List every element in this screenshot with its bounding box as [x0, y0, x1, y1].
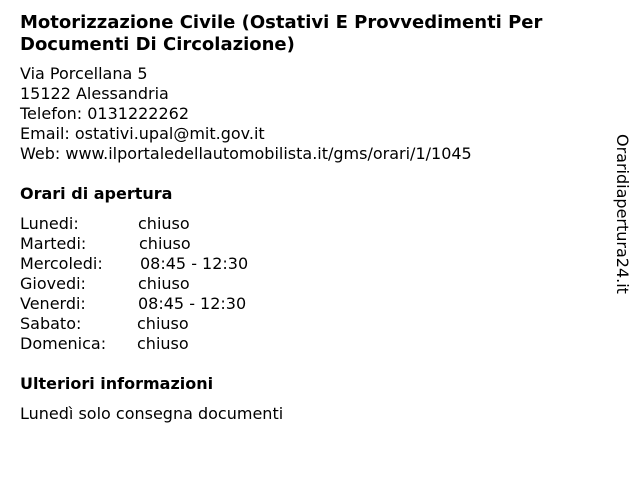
day-label: Martedi:: [20, 234, 87, 253]
day-hours: chiuso: [138, 274, 190, 293]
hours-row-sunday: [20, 334, 340, 354]
phone-number: Telefon: 0131222262: [20, 104, 190, 123]
day-label: Sabato:: [20, 314, 82, 333]
opening-hours-table: [20, 214, 340, 354]
city-postcode: 15122 Alessandria: [20, 84, 169, 103]
hours-row-thursday: [20, 274, 340, 294]
more-info-text: Lunedì solo consegna documenti: [20, 404, 284, 423]
day-label: Giovedi:: [20, 274, 86, 293]
day-hours: chiuso: [137, 334, 189, 353]
address-block: [20, 64, 472, 164]
street-address: Via Porcellana 5: [20, 64, 148, 83]
day-label: Venerdi:: [20, 294, 86, 313]
site-brand-watermark: Oraridiapertura24.it: [613, 134, 632, 294]
hours-row-saturday: [20, 314, 340, 334]
day-hours: chiuso: [137, 314, 189, 333]
hours-row-friday: [20, 294, 340, 314]
day-hours: 08:45 - 12:30: [138, 294, 247, 313]
hours-row-wednesday: [20, 254, 340, 274]
email-address: Email: ostativi.upal@mit.gov.it: [20, 124, 265, 143]
more-info-heading: Ulteriori informazioni: [20, 374, 214, 393]
hours-row-tuesday: [20, 234, 340, 254]
day-hours: 08:45 - 12:30: [140, 254, 249, 273]
website-url: Web: www.ilportaledellautomobilista.it/gms/orari/1/1045: [20, 144, 472, 163]
day-hours: chiuso: [139, 234, 191, 253]
day-label: Lunedi:: [20, 214, 79, 233]
hours-row-monday: [20, 214, 340, 234]
opening-hours-heading: Orari di apertura: [20, 184, 173, 203]
page-title: Motorizzazione Civile (Ostativi E Provvedimenti Per Documenti Di Circolazione): [20, 12, 543, 55]
day-label: Domenica:: [20, 334, 107, 353]
day-hours: chiuso: [138, 214, 190, 233]
day-label: Mercoledi:: [20, 254, 103, 273]
